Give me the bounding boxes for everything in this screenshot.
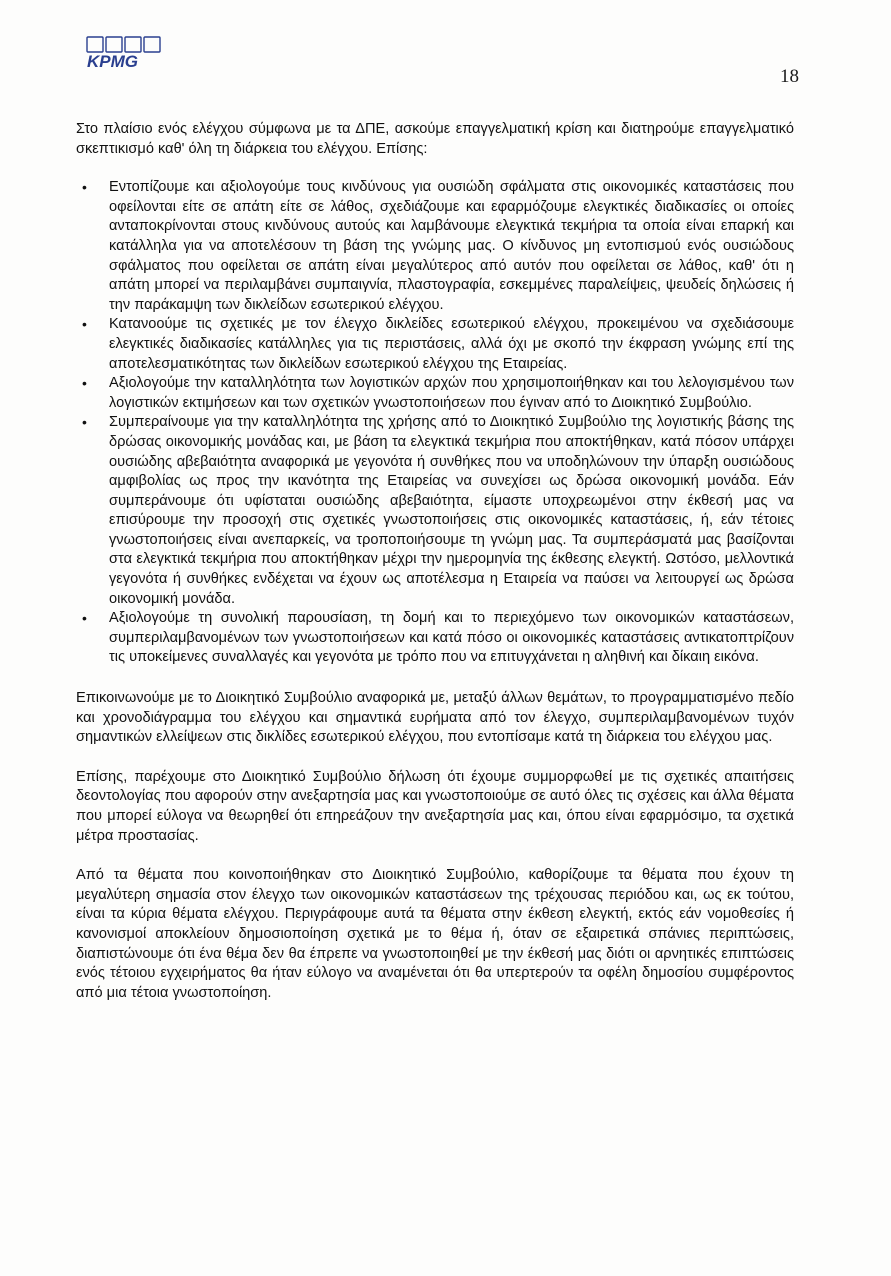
- list-item-text: Συμπεραίνουμε για την καταλληλότητα της χρήσης από το Διοικητικό Συμβούλιο της λογιστικής βάσης της δρώσας οικονομικής μονάδας και, με βάση τα ελεγκτικά τεκμήρια που αποκτήθηκαν, κατά πόσον υπάρχει ουσιώδης αβεβαιότητα αναφορικά με γεγονότα ή συνθήκες που να υποδηλώνουν την ύπαρξη ουσιώδους αμφιβολίας ως προς την ικανότητα της Εταιρείας να συνεχίσει ως δρώσα οικονομική μονάδα. Εάν συμπεράνουμε ότι υφίσταται ουσιώδης αβεβαιότητα, είμαστε υποχρεωμένοι στην έκθεσή μας να επισύρουμε την προσοχή στις σχετικές γνωστοποιήσεις στις οικονομικές καταστάσεις, ή, εάν τέτοιες γνωστοποιήσεις είναι ανεπαρκείς, να τροποποιήσουμε τη γνώμη μας. Τα συμπεράσματά μας βασίζονται στα ελεγκτικά τεκμήρια που αποκτήθηκαν μέχρι την ημερομηνία της έκθεσης ελεγκτή. Ωστόσο, μελλοντικά γεγονότα ή συνθήκες ενδέχεται να έχουν ως αποτέλεσμα η Εταιρεία να παύσει να λειτουργεί ως δρώσα οικονομική μονάδα.: [109, 414, 794, 607]
- bullet-icon: •: [82, 414, 87, 431]
- key-audit-matters-paragraph: Από τα θέματα που κοινοποιήθηκαν στο Διοικητικό Συμβούλιο, καθορίζουμε τα θέματα που έχουν τη μεγαλύτερη σημασία στον έλεγχο των οικονομικών καταστάσεων της τρέχουσας περιόδου και, ως εκ τούτου, είναι τα κύρια θέματα ελέγχου. Περιγράφουμε αυτά τα θέματα στην έκθεση ελεγκτή, εκτός εάν νομοθεσίες ή κανονισμοί αποκλείουν δημοσιοποίηση σχετικά με το θέμα ή, όταν σε εξαιρετικά σπάνιες περιπτώσεις, διαπιστώνουμε ότι ένα θέμα δεν θα έπρεπε να γνωστοποιηθεί με την έκθεσή μας διότι οι αρνητικές επιπτώσεις ενός τέτοιου εγχειρήματος θα ήταν εύλογο να αναμένεται ότι θα υπερτερούν τα οφέλη δημοσίου συμφέροντος από μια τέτοια γνωστοποίηση.: [76, 867, 794, 1001]
- bullet-icon: •: [82, 316, 87, 333]
- list-item: [76, 315, 794, 374]
- list-item-text: Αξιολογούμε τη συνολική παρουσίαση, τη δομή και το περιεχόμενο των οικονομικών καταστάσεων, συμπεριλαμβανομένων των γνωστοποιήσεων και κατά πόσο οι οικονομικές καταστάσεις αντικατοπτρίζουν τις υποκείμενες συναλλαγές και γεγονότα με τρόπο που να επιτυγχάνεται η αληθινή και δίκαιη εικόνα.: [109, 610, 794, 666]
- list-item: [76, 609, 794, 668]
- list-item-text: Αξιολογούμε την καταλληλότητα των λογιστικών αρχών που χρησιμοποιήθηκαν και του λελογισμένου των λογιστικών εκτιμήσεων και των σχετικών γνωστοποιήσεων που έγιναν από το Διοικητικό Συμβούλιο.: [109, 375, 794, 411]
- bullet-icon: •: [82, 179, 87, 196]
- communication-paragraph: Επικοινωνούμε με το Διοικητικό Συμβούλιο αναφορικά με, μεταξύ άλλων θεμάτων, το προγραμματισμένο πεδίο και χρονοδιάγραμμα του ελέγχου και σημαντικά ευρήματα από τον έλεγχο, συμπεριλαμβανομένων τυχόν σημαντικών ελλείψεων στις δικλίδες εσωτερικού ελέγχου, που εντοπίσαμε κατά τη διάρκεια του ελέγχου μας.: [76, 690, 794, 746]
- bullet-icon: •: [82, 375, 87, 392]
- list-item: [76, 413, 794, 609]
- independence-paragraph: Επίσης, παρέχουμε στο Διοικητικό Συμβούλιο δήλωση ότι έχουμε συμμορφωθεί με τις σχετικές απαιτήσεις δεοντολογίας που αφορούν στην ανεξαρτησία μας και γνωστοποιούμε σε αυτό όλες τις σχέσεις και άλλα θέματα που μπορεί εύλογα να θεωρηθεί ότι επηρεάζουν την ανεξαρτησία μας και, όπου είναι εφαρμόσιμο, τα σχετικά μέτρα προστασίας.: [76, 768, 794, 844]
- list-item-text: Κατανοούμε τις σχετικές με τον έλεγχο δικλείδες εσωτερικού ελέγχου, προκειμένου να σχεδιάσουμε ελεγκτικές διαδικασίες κατάλληλες για τις περιστάσεις, αλλά όχι με σκοπό την έκφραση γνώμης επί της αποτελεσματικότητας των δικλείδων εσωτερικού ελέγχου της Εταιρείας.: [109, 316, 794, 372]
- responsibilities-list: [76, 178, 794, 668]
- page-number: 18: [780, 66, 799, 87]
- list-item-text: Εντοπίζουμε και αξιολογούμε τους κινδύνους για ουσιώδη σφάλματα στις οικονομικές καταστάσεις που οφείλονται είτε σε απάτη είτε σε λάθος, σχεδιάζουμε και εφαρμόζουμε ελεγκτικές διαδικασίες οι οποίες ανταποκρίνονται στους κινδύνους αυτούς και λαμβάνουμε ελεγκτικά τεκμήρια τα οποία είναι επαρκή και κατάλληλα για να αποτελέσουν τη βάση της γνώμης μας. Ο κίνδυνος μη εντοπισμού ενός ουσιώδους σφάλματος που οφείλεται σε απάτη είναι μεγαλύτερος από αυτόν που οφείλεται σε λάθος, καθ' ότι η απάτη μπορεί να περιλαμβάνει συμπαιγνία, πλαστογραφία, εσκεμμένες παραλείψεις, ψευδείς δηλώσεις ή την παράκαμψη των δικλείδων εσωτερικού ελέγχου.: [109, 179, 794, 313]
- intro-paragraph: Στο πλαίσιο ενός ελέγχου σύμφωνα με τα ΔΠΕ, ασκούμε επαγγελματική κρίση και διατηρούμε επαγγελματικό σκεπτικισμό καθ' όλη τη διάρκεια του ελέγχου. Επίσης:: [76, 121, 794, 157]
- logo-wordmark: KPMG: [87, 52, 138, 71]
- kpmg-logo: [84, 34, 164, 72]
- document-body: [76, 120, 794, 1023]
- bullet-icon: •: [82, 610, 87, 627]
- list-item: [76, 374, 794, 413]
- list-item: [76, 178, 794, 315]
